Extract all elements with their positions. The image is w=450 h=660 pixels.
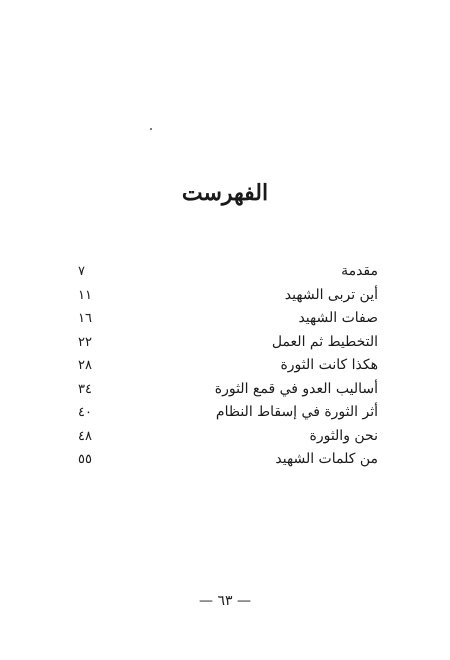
toc-entry (78, 378, 378, 402)
toc-entry-page: ٤٠ (78, 405, 92, 420)
toc-entry-title: مقدمة (341, 263, 378, 279)
page-number: — ٦٣ — (199, 593, 251, 609)
toc-entry (78, 425, 378, 449)
toc-entry (78, 331, 378, 355)
toc-entry-page: ٢٨ (78, 358, 92, 373)
toc-entry-page: ١٦ (78, 311, 92, 326)
toc-entry-page: ٢٢ (78, 334, 92, 350)
toc-entry-title: أساليب العدو في قمع الثورة (214, 380, 378, 397)
toc-entry-page: ١١ (78, 287, 92, 303)
toc-entry (78, 354, 378, 378)
toc-entry-page: ٥٥ (78, 452, 92, 467)
toc-entry (78, 448, 378, 472)
speck-mark (150, 128, 152, 130)
toc-entry-title: من كلمات الشهيد (275, 451, 378, 467)
toc-entry-page: ٧ (78, 264, 85, 279)
toc-entry-title: التخطيط ثم العمل (271, 333, 378, 350)
toc-entry-title: نحن والثورة (309, 427, 378, 444)
toc-entry-title: صفات الشهيد (298, 310, 378, 326)
toc-entry (78, 307, 378, 331)
toc-entry (78, 401, 378, 425)
toc-entry-title: أثر الثورة في إسقاط النظام (215, 404, 378, 420)
toc-entry-title: هكذا كانت الثورة (280, 357, 378, 373)
table-of-contents (78, 260, 378, 472)
toc-entry (78, 284, 378, 308)
toc-entry-title: أين تربى الشهيد (284, 286, 378, 303)
toc-entry (78, 260, 378, 284)
page-title: الفهرست (181, 180, 269, 206)
toc-entry-page: ٤٨ (78, 428, 92, 444)
toc-entry-page: ٣٤ (78, 381, 92, 397)
